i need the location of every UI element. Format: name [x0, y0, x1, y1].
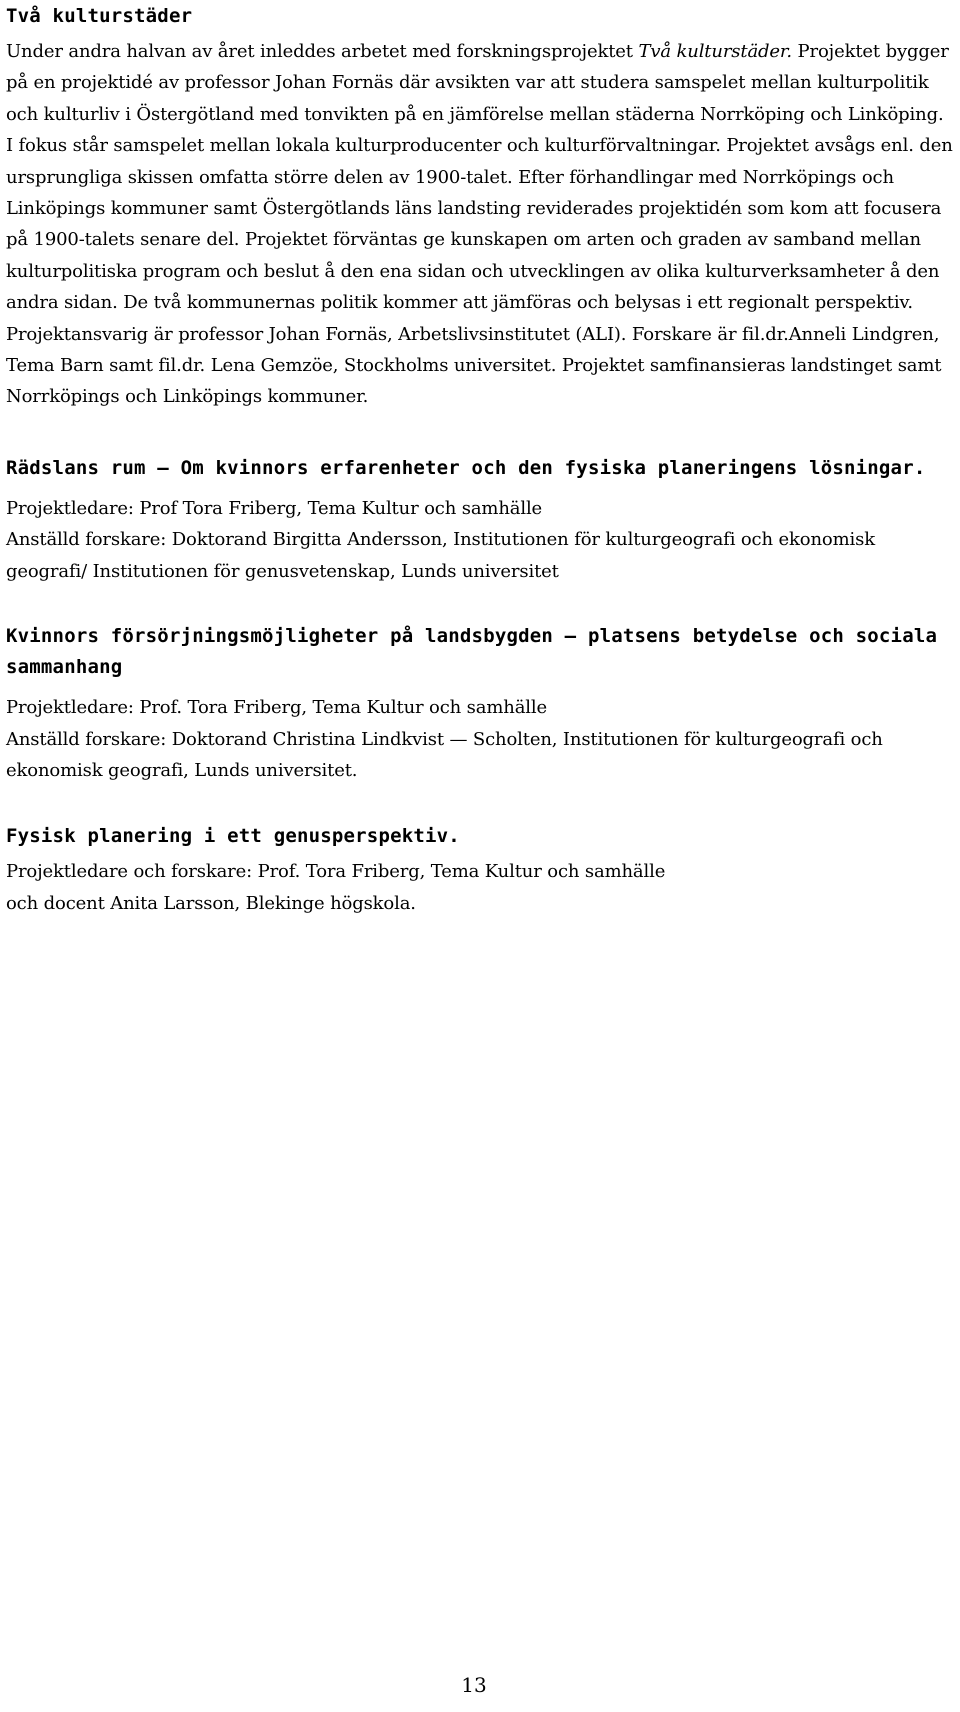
- project-leader-line: Projektledare: Prof. Tora Friberg, Tema Kultur och samhälle: [6, 697, 547, 719]
- section-radslans-rum: [6, 453, 954, 587]
- page-number: 13: [461, 1673, 487, 1697]
- co-leader-line: och docent Anita Larsson, Blekinge högskola.: [6, 892, 416, 914]
- body-text: Projektet bygger på en projektidé av professor Johan Fornäs där avsikten var att studera samspelet mellan kulturpolitik och kulturliv i Östergötland med tonvikten på en jämförelse mellan städerna Norrköping och Linköping. I fokus står samspelet mellan lokala kulturproducenter och kulturförvaltningar. Projektet avsågs enl. den ursprungliga skissen omfatta större delen av 1900-talet. Efter förhandlingar med Norrköpings och Linköpings kommuner samt Östergötlands läns landsting reviderades projektidén som kom att focusera på 1900-talets senare del. Projektet förväntas ge kunskapen om arten och graden av samband mellan kulturpolitiska program och beslut å den ena sidan och utvecklingen av olika kulturverksamheter å den andra sidan. De två kommunernas politik kommer att jämföras och belysas i ett regionalt perspektiv. Projektansvarig är professor Johan Fornäs, Arbetslivsinstitutet (ALI). Forskare är fil.dr.Anneli Lindgren, Tema Barn samt fil.dr. Lena Gemzöe, Stockholms universitet. Projektet samfinansieras landstinget samt Norrköpings och Linköpings kommuner.: [6, 41, 953, 408]
- section-heading: Fysisk planering i ett genusperspektiv.: [6, 825, 460, 848]
- project-leader-line: Projektledare: Prof Tora Friberg, Tema Kultur och samhälle: [6, 497, 543, 519]
- body-intro: Under andra halvan av året inleddes arbetet med forskningsprojektet: [6, 41, 639, 62]
- document-page: [6, 0, 954, 919]
- researcher-line: Anställd forskare: Doktorand Christina Lindkvist — Scholten, Institutionen för kulturgeografi och ekonomisk geografi, Lunds universitet.: [6, 728, 883, 781]
- project-title: Två kulturstäder.: [638, 41, 792, 62]
- section-heading: Två kulturstäder: [6, 5, 193, 27]
- section-body: [6, 36, 954, 413]
- section-fysisk-planering: [6, 820, 954, 919]
- project-leader-line: Projektledare och forskare: Prof. Tora Friberg, Tema Kultur och samhälle: [6, 861, 666, 883]
- section-kvinnors-forsorjning: [6, 621, 954, 786]
- section-tva-kulturstader: [6, 0, 954, 413]
- section-heading: Rädslans rum — Om kvinnors erfarenheter och den fysiska planeringens lösningar.: [6, 456, 926, 479]
- researcher-line: Anställd forskare: Doktorand Birgitta Andersson, Institutionen för kulturgeografi och ekonomisk geografi/ Institutionen för genusvetenskap, Lunds universitet: [6, 529, 875, 582]
- section-heading: Kvinnors försörjningsmöjligheter på landsbygden — platsens betydelse och sociala sammanhang: [6, 625, 938, 679]
